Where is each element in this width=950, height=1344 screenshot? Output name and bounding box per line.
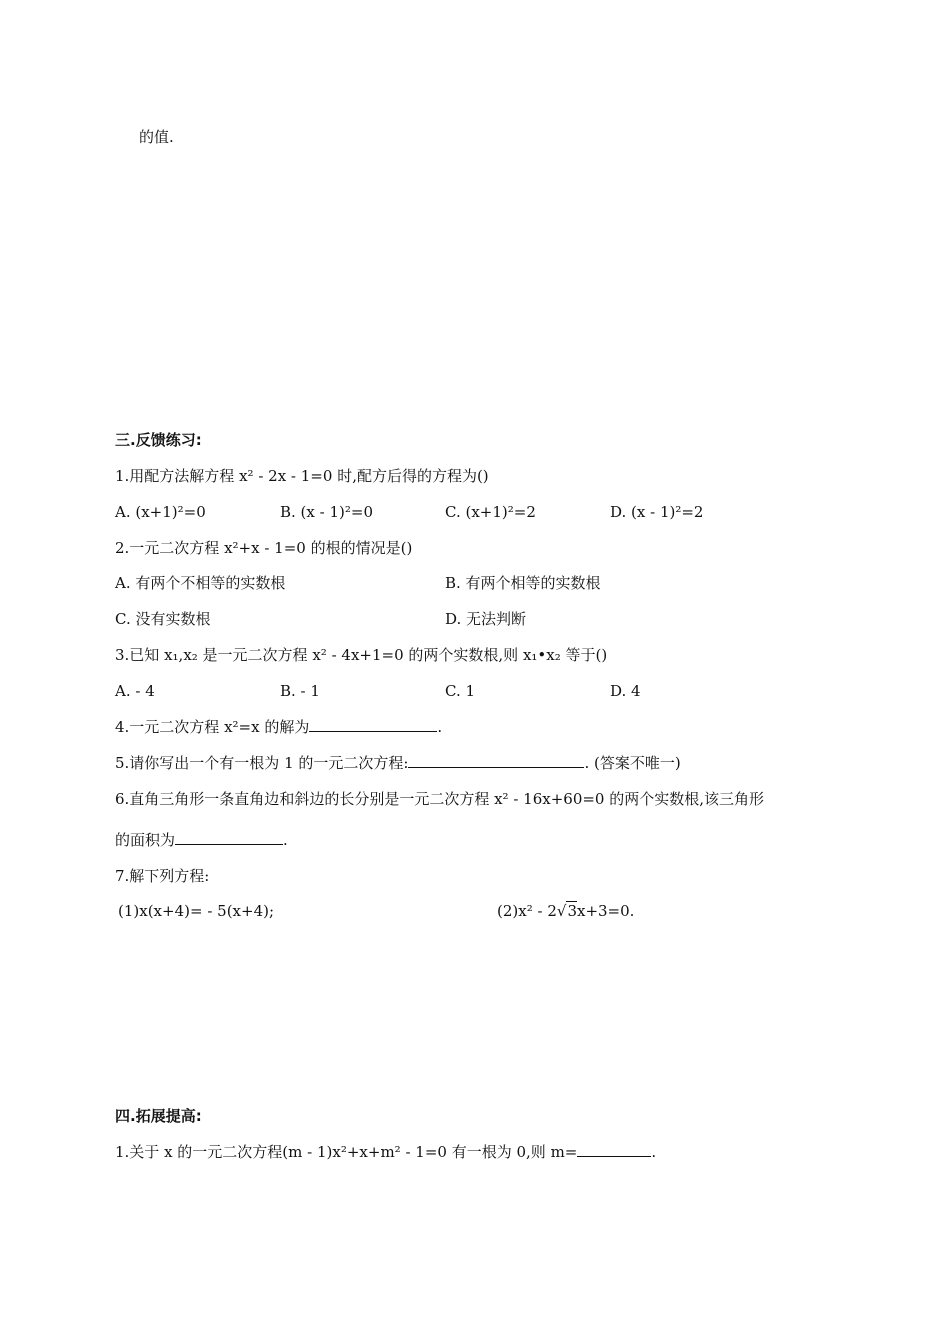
q4-answer-blank[interactable] [309,717,437,732]
q2-option-b: B. 有两个相等的实数根 [445,574,601,592]
s4-q1-answer-blank[interactable] [577,1142,651,1157]
q5-answer-blank[interactable] [408,753,584,768]
q2-text: 2.一元二次方程 x²+x - 1=0 的根的情况是() [115,539,413,557]
q1-option-b: B. (x - 1)²=0 [280,503,373,521]
s4-q1 [115,1142,656,1162]
q6-answer-blank[interactable] [175,830,283,845]
q4 [115,717,442,737]
q4-prefix: 4.一元二次方程 x²=x 的解为 [115,718,310,736]
q1-option-c: C. (x+1)²=2 [445,503,536,521]
q5 [115,753,681,773]
top-text: 的值. [139,128,174,146]
q6-line2 [115,830,288,850]
q3-option-b: B. - 1 [280,682,320,700]
q7-part2 [497,901,634,921]
q1-option-d: D. (x - 1)²=2 [610,503,704,521]
sqrt-symbol: √3 [556,902,577,920]
q7-part2-prefix: (2)x² - 2 [497,902,557,920]
q4-suffix: . [437,718,443,736]
q2-option-c: C. 没有实数根 [115,610,211,628]
q6-line1: 6.直角三角形一条直角边和斜边的长分别是一元二次方程 x² - 16x+60=0 的两个实数根,该三角形 [115,790,765,808]
q2-option-a: A. 有两个不相等的实数根 [115,574,286,592]
q7-part2-suffix: x+3=0. [576,902,635,920]
q7-part1: (1)x(x+4)= - 5(x+4); [118,902,275,920]
s4-q1-suffix: . [651,1143,657,1161]
q6-suffix: . [283,831,288,849]
q5-suffix: . (答案不唯一) [584,754,681,772]
q3-option-a: A. - 4 [115,682,155,700]
q1-text: 1.用配方法解方程 x² - 2x - 1=0 时,配方后得的方程为() [115,467,489,485]
q1-option-a: A. (x+1)²=0 [115,503,206,521]
q3-option-d: D. 4 [610,682,641,700]
q2-option-d: D. 无法判断 [445,610,527,628]
q5-prefix: 5.请你写出一个有一根为 1 的一元二次方程: [115,754,409,772]
section4-title: 四.拓展提高: [115,1107,202,1125]
q6-prefix: 的面积为 [115,831,176,849]
q3-text: 3.已知 x₁,x₂ 是一元二次方程 x² - 4x+1=0 的两个实数根,则 x₁•x₂ 等于() [115,646,608,664]
section3-title: 三.反馈练习: [115,431,202,449]
q3-option-c: C. 1 [445,682,476,700]
s4-q1-prefix: 1.关于 x 的一元二次方程(m - 1)x²+x+m² - 1=0 有一根为 0,则 m= [115,1143,578,1161]
q7-radicand: 3 [567,902,577,920]
q7-text: 7.解下列方程: [115,867,210,885]
